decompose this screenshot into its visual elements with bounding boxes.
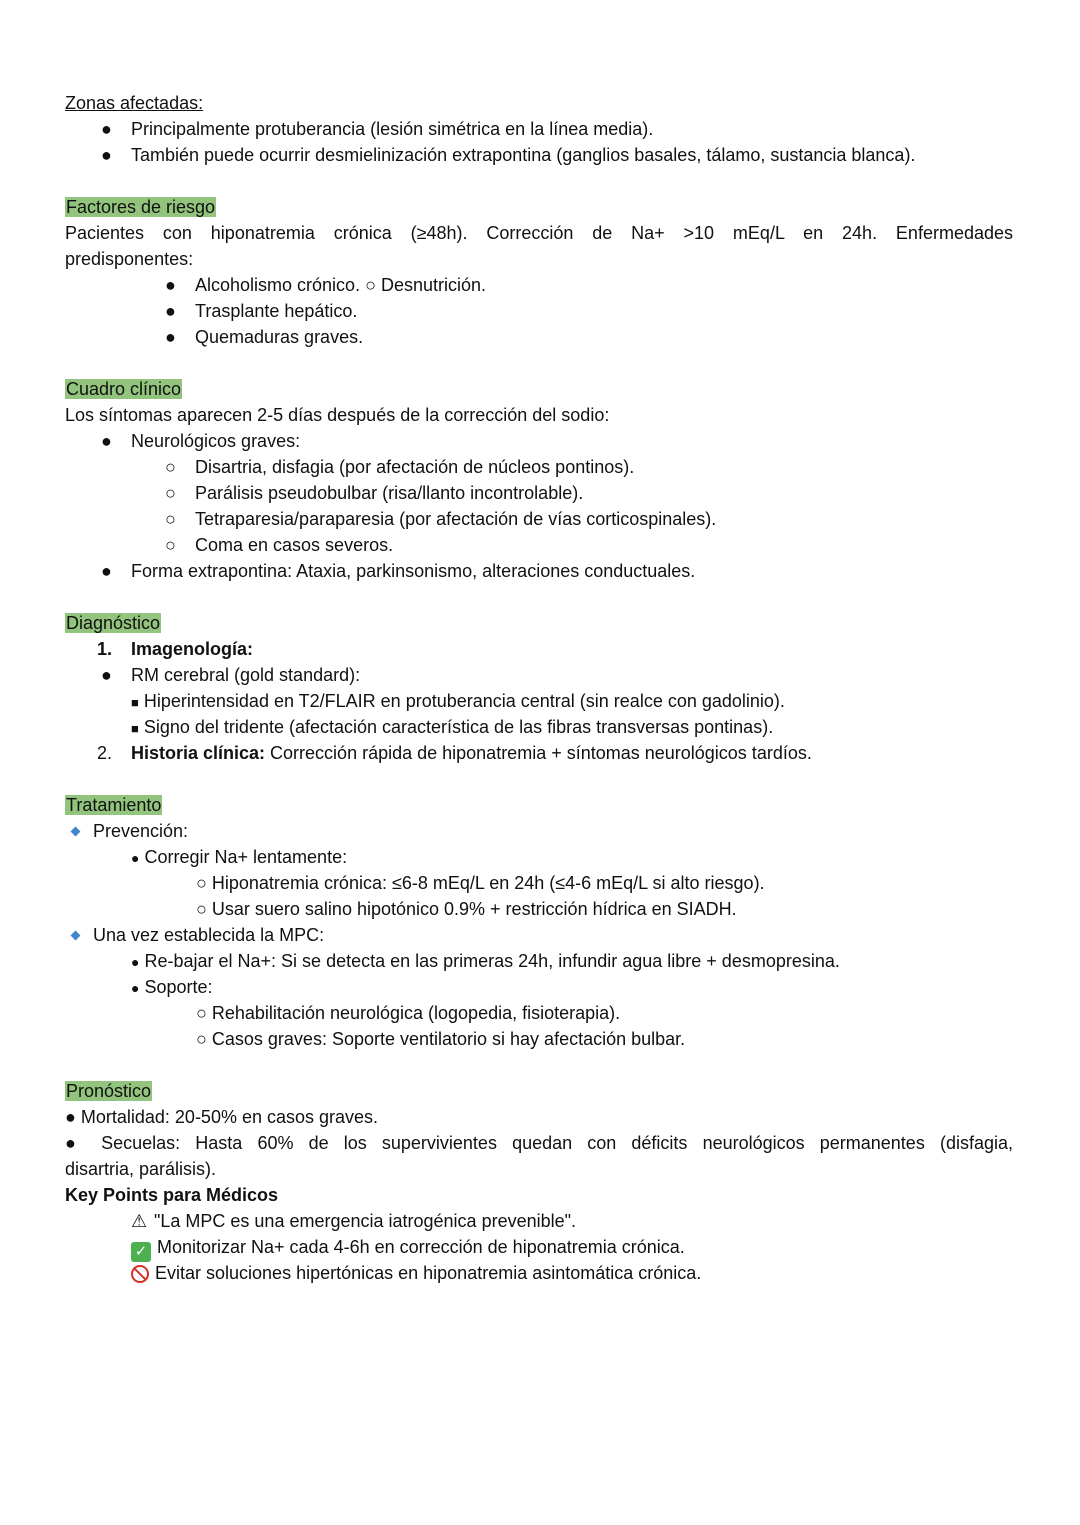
circle-bullet-icon: ○ [196,1029,207,1049]
bullet-icon: ● [165,301,176,321]
list-subitem: ■ Hiperintensidad en T2/FLAIR en protuberancia central (sin realce con gadolinio). [131,691,785,711]
bullet-icon: ● [165,327,176,347]
keypoints-title: Key Points para Médicos [65,1185,279,1205]
square-bullet-icon: ■ [131,721,139,736]
list-subitem: ○ Rehabilitación neurológica (logopedia, fisioterapia). [196,1003,621,1023]
bullet-icon: ● [131,954,140,970]
list-item: Una vez establecida la MPC: [65,922,1013,948]
pronostico-mortalidad: ● Mortalidad: 20-50% en casos graves. [65,1107,379,1127]
circle-bullet-icon: ○ [196,899,207,919]
diamond-bullet-icon [71,930,81,940]
list-subitem: ○ Coma en casos severos. [65,532,1013,558]
circle-bullet-icon: ○ [196,873,207,893]
tratamiento-section [65,792,1013,818]
factores-paragraph-1: Pacientes con hiponatremia crónica (≥48h). Corrección de Na+ >10 mEq/L en 24h. Enfermedades [65,223,1013,243]
keypoint-item: ✓ Monitorizar Na+ cada 4-6h en corrección de hiponatremia crónica. [65,1234,1013,1260]
list-subitem: ● Soporte: [131,977,213,997]
diagnostico-title: Diagnóstico [66,613,161,633]
prohibited-icon [131,1265,149,1283]
circle-bullet-icon: ○ [196,1003,207,1023]
list-subitem: ○ Casos graves: Soporte ventilatorio si hay afectación bulbar. [196,1029,686,1049]
check-icon: ✓ [131,1242,151,1262]
cuadro-title: Cuadro clínico [66,379,182,399]
list-item: ● Forma extrapontina: Ataxia, parkinsonismo, alteraciones conductuales. [65,558,1013,584]
list-item: ● Neurológicos graves: [65,428,1013,454]
circle-bullet-icon: ○ [165,483,176,503]
bullet-icon: ● [131,850,140,866]
list-item: ● RM cerebral (gold standard): [65,662,1013,688]
list-subitem: ● Corregir Na+ lentamente: [131,847,348,867]
zonas-title: Zonas afectadas: [65,93,204,113]
bullet-icon: ● [101,145,112,165]
keypoint-item: Evitar soluciones hipertónicas en hiponatremia asintomática crónica. [65,1260,1013,1286]
circle-bullet-icon: ○ [165,535,176,555]
bullet-icon: ● [101,431,112,451]
list-subitem: ○ Usar suero salino hipotónico 0.9% + restricción hídrica en SIADH. [196,899,737,919]
bullet-icon: ● [131,980,140,996]
tratamiento-title: Tratamiento [66,795,162,815]
list-subitem: ■ Signo del tridente (afectación característica de las fibras transversas pontinas). [131,717,774,737]
cuadro-section [65,376,1013,402]
list-item: Prevención: [65,818,1013,844]
square-bullet-icon: ■ [131,695,139,710]
circle-bullet-icon: ○ [165,509,176,529]
cuadro-intro: Los síntomas aparecen 2-5 días después de la corrección del sodio: [65,405,610,425]
list-item: ● Trasplante hepático. [65,298,1013,324]
list-item: ● Principalmente protuberancia (lesión simétrica en la línea media). [65,116,1013,142]
diamond-bullet-icon [71,826,81,836]
zonas-section [65,90,1013,116]
circle-bullet-icon: ○ [165,457,176,477]
list-subitem: ● Re-bajar el Na+: Si se detecta en las primeras 24h, infundir agua libre + desmopresina. [131,951,840,971]
numbered-item: 2. Historia clínica: Corrección rápida de hiponatremia + síntomas neurológicos tardíos. [97,743,812,763]
bullet-icon: ● [101,561,112,581]
pronostico-section [65,1078,1013,1104]
pronostico-secuelas-2: disartria, parálisis). [65,1159,217,1179]
pronostico-secuelas-1: ● Secuelas: Hasta 60% de los supervivientes quedan con déficits neurológicos permanentes (disfagia, [65,1133,1013,1153]
list-item: ● Quemaduras graves. [65,324,1013,350]
diagnostico-section [65,610,1013,636]
numbered-item: 1. Imagenología: [97,639,254,659]
factores-section [65,194,1013,220]
list-subitem: ○ Parálisis pseudobulbar (risa/llanto incontrolable). [65,480,1013,506]
list-subitem: ○ Tetraparesia/paraparesia (por afectación de vías corticospinales). [65,506,1013,532]
list-subitem: ○ Hiponatremia crónica: ≤6-8 mEq/L en 24h (≤4-6 mEq/L si alto riesgo). [196,873,765,893]
bullet-icon: ● [165,275,176,295]
warning-icon: ⚠ [131,1211,148,1231]
bullet-icon: ● [101,665,112,685]
list-item: ● También puede ocurrir desmielinización extrapontina (ganglios basales, tálamo, sustancia blanca). [65,142,1013,168]
factores-paragraph-2: predisponentes: [65,249,194,269]
list-subitem: ○ Disartria, disfagia (por afectación de núcleos pontinos). [65,454,1013,480]
keypoint-item: ⚠ "La MPC es una emergencia iatrogénica prevenible". [65,1208,1013,1234]
pronostico-title: Pronóstico [66,1081,152,1101]
list-item: ● Alcoholismo crónico. ○ Desnutrición. [65,272,1013,298]
document-page [65,90,1013,1286]
bullet-icon: ● [101,119,112,139]
factores-title: Factores de riesgo [66,197,216,217]
